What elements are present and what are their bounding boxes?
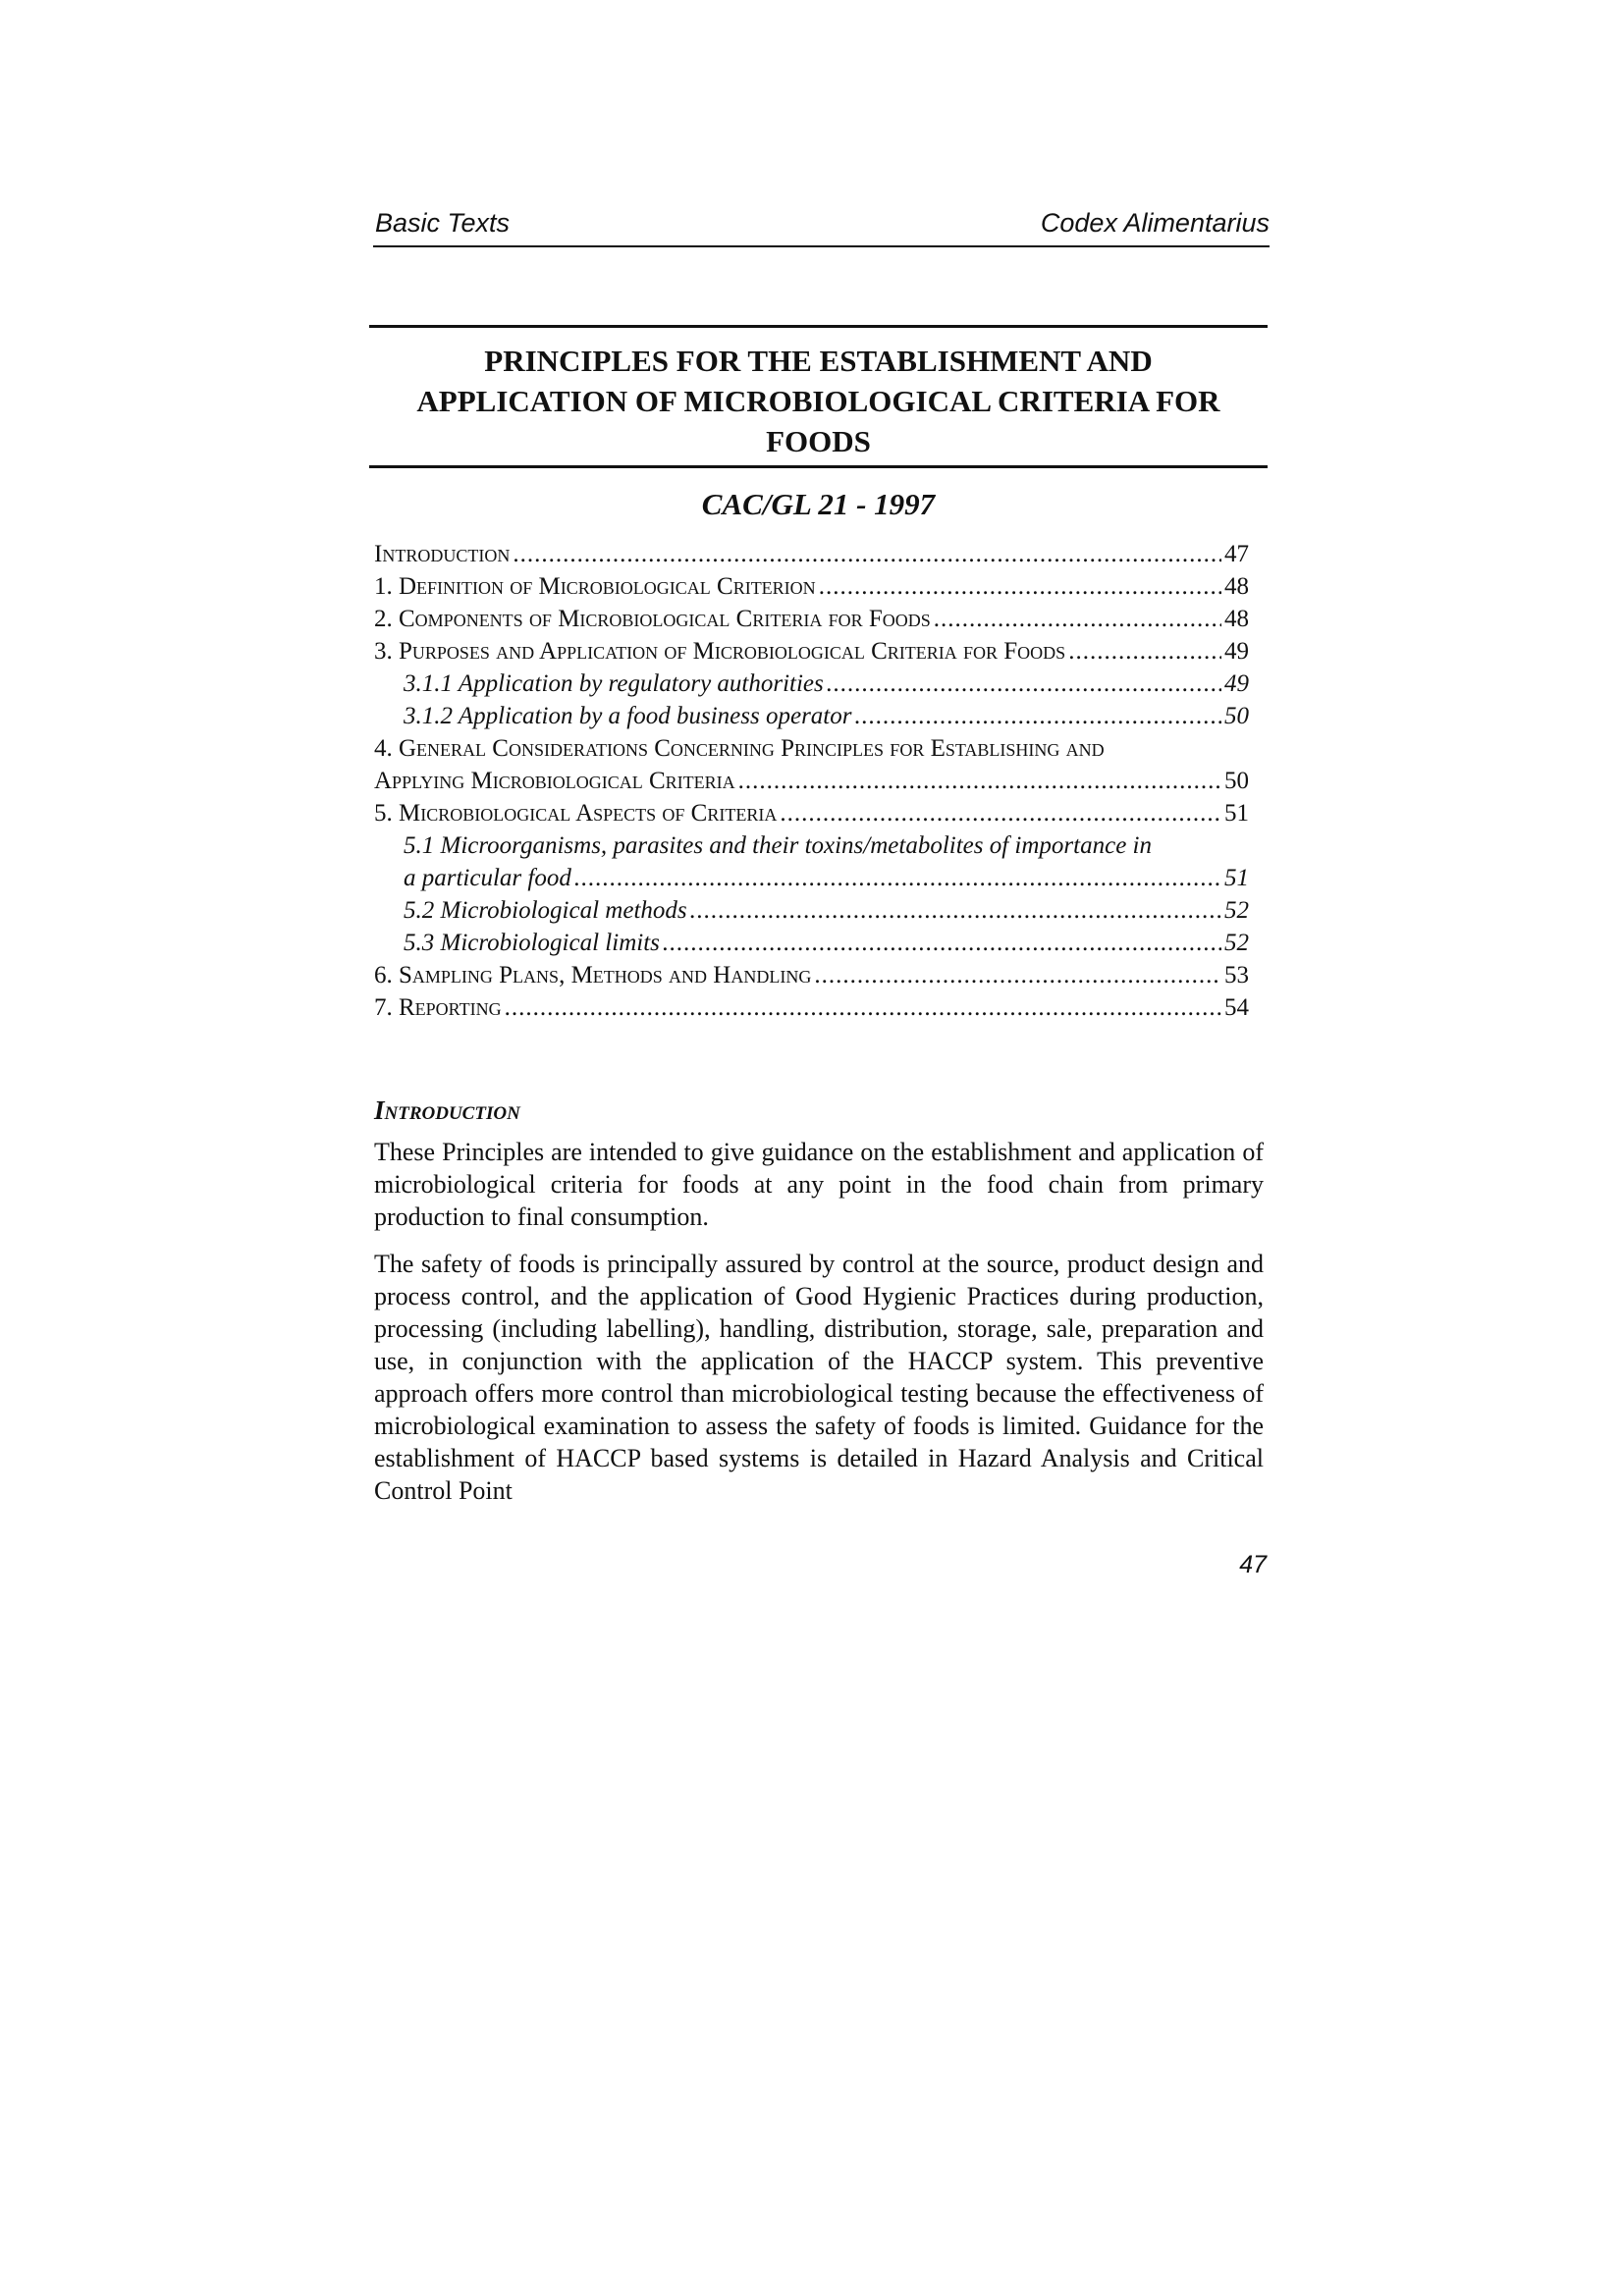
toc-leader [505,991,1221,1024]
toc-entry[interactable] [374,635,1249,667]
title-top-rule [369,325,1268,328]
toc-entry-label: 2. Components of Microbiological Criteria for Foods [374,606,931,632]
toc-leader [827,667,1221,700]
toc-entry-page: 52 [1224,897,1249,924]
toc-entry-label: 5.2 Microbiological methods [404,897,687,924]
toc-subentry-continuation[interactable] [374,862,1249,894]
toc-leader [814,959,1221,991]
toc-entry[interactable] [374,570,1249,603]
toc-subentry[interactable] [374,700,1249,732]
header-left-text: Basic Texts [375,208,511,238]
toc-entry-label: 5.1 Microorganisms, parasites and their toxins/metabolites of importance in [404,832,1152,859]
toc-entry[interactable] [374,603,1249,635]
toc-leader [1068,635,1221,667]
toc-entry-page: 49 [1224,670,1249,697]
document-title [369,341,1268,461]
toc-leader [780,797,1221,829]
running-header [373,206,1270,247]
table-of-contents [374,538,1249,1024]
toc-leader [854,700,1221,732]
toc-entry-page: 48 [1224,606,1249,632]
document-code: CAC/GL 21 - 1997 [701,487,936,521]
toc-subentry[interactable] [374,927,1249,959]
toc-entry-page: 48 [1224,573,1249,600]
toc-entry-page: 52 [1224,930,1249,956]
toc-entry-label: 3.1.1 Application by regulatory authorities [404,670,824,697]
toc-entry-page: 51 [1224,865,1249,891]
toc-entry[interactable] [374,797,1249,829]
title-line-2: APPLICATION OF MICROBIOLOGICAL CRITERIA FOR [416,384,1220,418]
toc-entry-page: 47 [1224,541,1249,567]
toc-entry-label: 3.1.2 Application by a food business operator [404,703,852,729]
toc-entry-label: 5. Microbiological Aspects of Criteria [374,800,778,827]
toc-leader [934,603,1221,635]
toc-entry-label: 1. Definition of Microbiological Criterion [374,573,816,600]
toc-entry-page: 50 [1224,768,1249,794]
toc-entry-label: Applying Microbiological Criteria [374,768,735,794]
introduction-heading: Introduction [374,1095,520,1125]
toc-leader [663,927,1221,959]
toc-entry-label: a particular food [404,865,571,891]
introduction-paragraph-1: These Principles are intended to give guidance on the establishment and application of microbiological criteria for foods at any point in the food chain from primary production to final consumption. [374,1138,1264,1231]
toc-entry-page: 54 [1224,994,1249,1021]
toc-leader [513,538,1221,570]
toc-leader [738,765,1221,797]
toc-entry[interactable] [374,959,1249,991]
toc-entry-page: 50 [1224,703,1249,729]
toc-entry-first-line[interactable] [374,732,1249,765]
toc-entry-label: 6. Sampling Plans, Methods and Handling [374,962,812,988]
introduction-paragraph-2: The safety of foods is principally assured by control at the source, product design and process control, and the application of Good Hygienic Practices during production, processing (including labelling), handling, distribution, storage, sale, preparation and use, in conjunction with the application of the HACCP system. This preventive approach offers more control than microbiological testing because the effectiveness of microbiological examination to assess the safety of foods is limited. Guidance for the establishment of HACCP based systems is detailed in Hazard Analysis and Critical Control Point [374,1250,1264,1505]
toc-entry-page: 53 [1224,962,1249,988]
title-line-1: PRINCIPLES FOR THE ESTABLISHMENT AND [484,344,1153,378]
header-right-text: Codex Alimentarius [1040,208,1270,238]
toc-entry-page: 51 [1224,800,1249,827]
toc-subentry[interactable] [374,667,1249,700]
toc-entry[interactable] [374,991,1249,1024]
toc-entry-label: 4. General Considerations Concerning Principles for Establishing and [374,735,1105,762]
title-line-3: FOODS [766,424,871,458]
toc-subentry[interactable] [374,894,1249,927]
toc-entry-page: 49 [1224,638,1249,665]
title-bottom-rule [369,465,1268,468]
toc-leader [690,894,1221,927]
toc-entry-label: 5.3 Microbiological limits [404,930,660,956]
toc-leader [819,570,1221,603]
toc-subentry-first-line[interactable] [374,829,1249,862]
toc-entry-label: Introduction [374,541,511,567]
toc-entry-label: 3. Purposes and Application of Microbiological Criteria for Foods [374,638,1066,665]
toc-entry-continuation[interactable] [374,765,1249,797]
page-number: 47 [1239,1551,1267,1578]
toc-entry[interactable] [374,538,1249,570]
toc-entry-label: 7. Reporting [374,994,502,1021]
toc-leader [574,862,1221,894]
